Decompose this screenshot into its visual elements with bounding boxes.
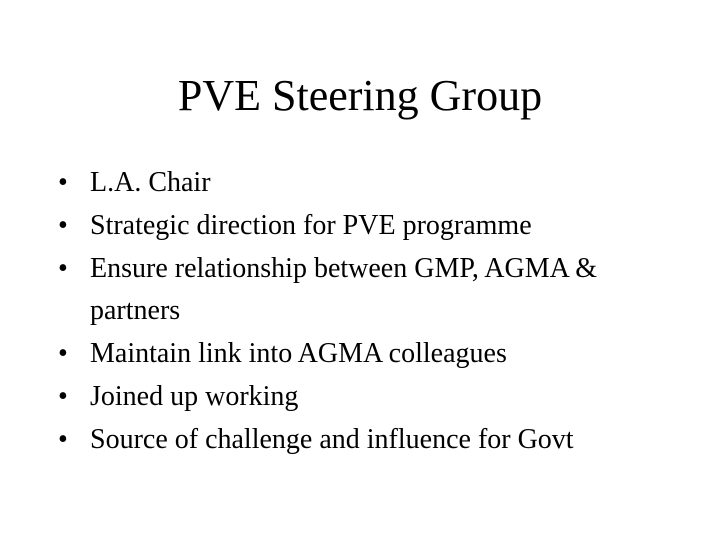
bullet-text: L.A. Chair	[90, 167, 211, 198]
bullet-item	[58, 333, 698, 375]
bullet-text: Maintain link into AGMA colleagues	[90, 338, 507, 369]
bullet-item	[58, 376, 698, 418]
bullet-icon: •	[58, 381, 68, 412]
bullet-text: Ensure relationship between GMP, AGMA & partners	[90, 253, 598, 326]
bullet-item	[58, 419, 698, 461]
bullet-text: Source of challenge and influence for Govt	[90, 424, 574, 455]
slide-title: PVE Steering Group	[177, 71, 543, 120]
bullet-icon: •	[58, 253, 68, 284]
bullet-item	[58, 248, 698, 332]
bullet-item	[58, 162, 698, 204]
bullet-icon: •	[58, 338, 68, 369]
bullet-list	[58, 162, 698, 462]
bullet-item	[58, 205, 698, 247]
bullet-icon: •	[58, 167, 68, 198]
bullet-text: Joined up working	[90, 381, 299, 412]
bullet-icon: •	[58, 424, 68, 455]
bullet-text: Strategic direction for PVE programme	[90, 210, 532, 241]
bullet-icon: •	[58, 210, 68, 241]
